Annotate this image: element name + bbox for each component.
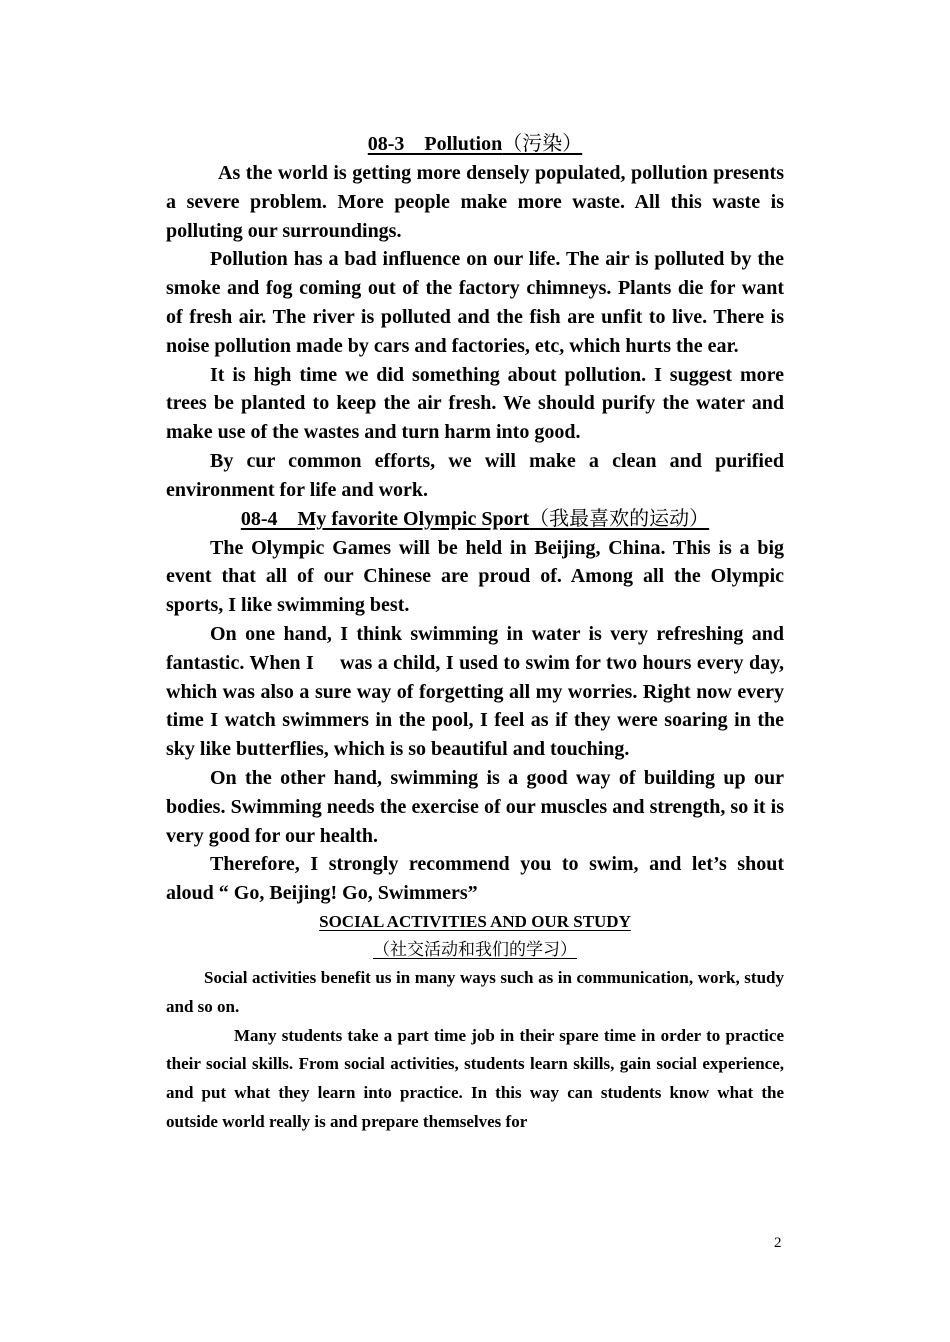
paragraph: It is high time we did something about pollution. I suggest more trees be planted to keep the air fresh. We should purify the water and make use of the wastes and turn harm into good. xyxy=(166,363,784,444)
page-number: 2 xyxy=(774,1235,782,1251)
paragraph: On one hand, I think swimming in water is very refreshing and fantastic. When I was a child, I used to swim for two hours every day, which was also a sure way of forgetting all my worries. Right now every time I watch swimmers in the pool, I feel as if they were soaring in the sky like butterflies, which is so beautiful and touching. xyxy=(166,622,784,761)
document-page xyxy=(166,130,784,1137)
paragraph: The Olympic Games will be held in Beijing, China. This is a big event that all of our Chinese are proud of. Among all the Olympic sports, I like swimming best. xyxy=(166,536,784,617)
section-subheading-chinese xyxy=(166,936,784,964)
heading-english: 08-3 Pollution xyxy=(367,133,503,155)
paragraph: Therefore, I strongly recommend you to swim, and let’s shout aloud “ Go, Beijing! Go, Swimmers” xyxy=(166,853,784,905)
paragraph: As the world is getting more densely populated, pollution presents a severe problem. More people make more waste. All this waste is polluting our surroundings. xyxy=(166,162,784,242)
section-heading-pollution xyxy=(166,130,784,159)
paragraph: On the other hand, swimming is a good way of building up our bodies. Swimming needs the exercise of our muscles and strength, so it is very good for our health. xyxy=(166,766,784,847)
section-heading-olympic-sport xyxy=(166,505,784,534)
heading-english: SOCIAL ACTIVITIES AND OUR STUDY xyxy=(319,911,631,931)
heading-chinese: （污染） xyxy=(502,133,583,155)
heading-chinese: （我最喜欢的运动） xyxy=(529,507,710,530)
paragraph: Many students take a part time job in their spare time in order to practice their social skills. From social activities, students learn skills, gain social experience, and put what they learn into practice. In this way can students know what the outside world really is and prepare themselves for xyxy=(166,1025,784,1131)
heading-chinese: （社交活动和我们的学习） xyxy=(373,939,577,959)
section-heading-social-activities xyxy=(166,908,784,936)
paragraph: By cur common efforts, we will make a clean and purified environment for life and work. xyxy=(166,449,784,501)
heading-english: 08-4 My favorite Olympic Sport xyxy=(240,507,530,530)
paragraph: Social activities benefit us in many ways such as in communication, work, study and so on. xyxy=(166,967,784,1016)
paragraph: Pollution has a bad influence on our life. The air is polluted by the smoke and fog coming out of the factory chimneys. Plants die for want of fresh air. The river is polluted and the fish are unfit to live. There is noise pollution made by cars and factories, etc, which hurts the ear. xyxy=(166,248,784,357)
